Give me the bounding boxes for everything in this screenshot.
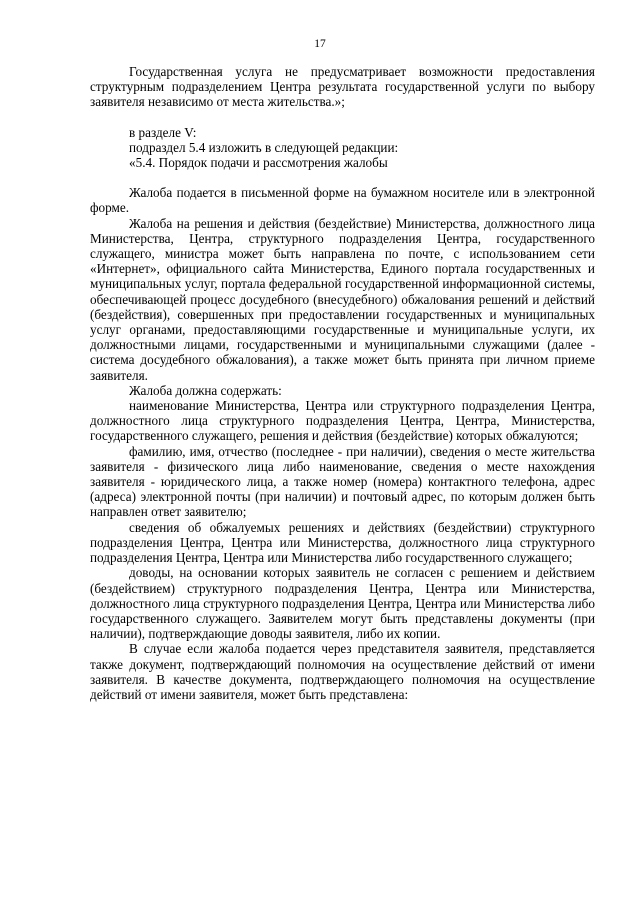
page-number: 17 bbox=[314, 38, 326, 50]
body-paragraph: Жалоба подается в письменной форме на бумажном носителе или в электронной форме. bbox=[90, 185, 595, 216]
body-paragraph: наименование Министерства, Центра или структурного подразделения Центра, должностного лица структурного подразделения Центра, Центра, Министерства, государственного служащего, решения и действия (бездействие) которых обжалуются; bbox=[90, 398, 595, 444]
document-body bbox=[90, 64, 595, 702]
intro-paragraph: Государственная услуга не предусматривает возможности предоставления структурным подразделением Центра результата государственной услуги по выбору заявителя независимо от места жительства.»; bbox=[90, 64, 595, 110]
body-paragraph: доводы, на основании которых заявитель не согласен с решением и действием (бездействием) структурного подразделения Центра, Центра или Министерства, должностного лица структурного подразделения Центра, Центра или Министерства либо государственного служащего. Заявителем могут быть представлены документы (при наличии), подтверждающие доводы заявителя, либо их копии. bbox=[90, 565, 595, 642]
subsection-instruction-line: подраздел 5.4 изложить в следующей редакции: bbox=[129, 139, 399, 155]
body-paragraph: Жалоба должна содержать: bbox=[129, 382, 282, 398]
body-paragraph: Жалоба на решения и действия (бездействие) Министерства, должностного лица Министерства, Центра, структурного подразделения Центра, государственного служащего, министра может быть направлена по почте, с использованием сети «Интернет», официального сайта Министерства, Единого портала государственных и муниципальных услуг, портала федеральной государственной информационной системы, обеспечивающей процесс досудебного (внесудебного) обжалования решений и действий (бездействия), совершенных при предоставлении государственных и муниципальных услуг органами, предоставляющими государственные и муниципальные услуги, их должностными лицами, государственными и муниципальными служащими (далее - система досудебного обжалования), а также может быть принята при личном приеме заявителя. bbox=[90, 215, 595, 383]
body-paragraph: фамилию, имя, отчество (последнее - при наличии), сведения о месте жительства заявителя - физического лица либо наименование, сведения о месте нахождения заявителя - юридического лица, а также номер (номера) контактного телефона, адрес (адреса) электронной почты (при наличии) и почтовый адрес, по которым должен быть направлен ответ заявителю; bbox=[90, 443, 595, 520]
spacer bbox=[90, 110, 595, 125]
spacer bbox=[90, 170, 595, 185]
body-paragraph: сведения об обжалуемых решениях и действиях (бездействии) структурного подразделения Центра, Центра или Министерства, должностного лица структурного подразделения Центра, Центра или Министерства либо государственного служащего; bbox=[90, 519, 595, 566]
subsection-title-line: «5.4. Порядок подачи и рассмотрения жалобы bbox=[129, 155, 388, 171]
section-heading-line: в разделе V: bbox=[129, 124, 197, 140]
body-paragraph: В случае если жалоба подается через представителя заявителя, представляется также документ, подтверждающий полномочия на осуществление действий от имени заявителя. В качестве документа, подтверждающего полномочия на осуществление действий от имени заявителя, может быть представлена: bbox=[90, 641, 595, 702]
